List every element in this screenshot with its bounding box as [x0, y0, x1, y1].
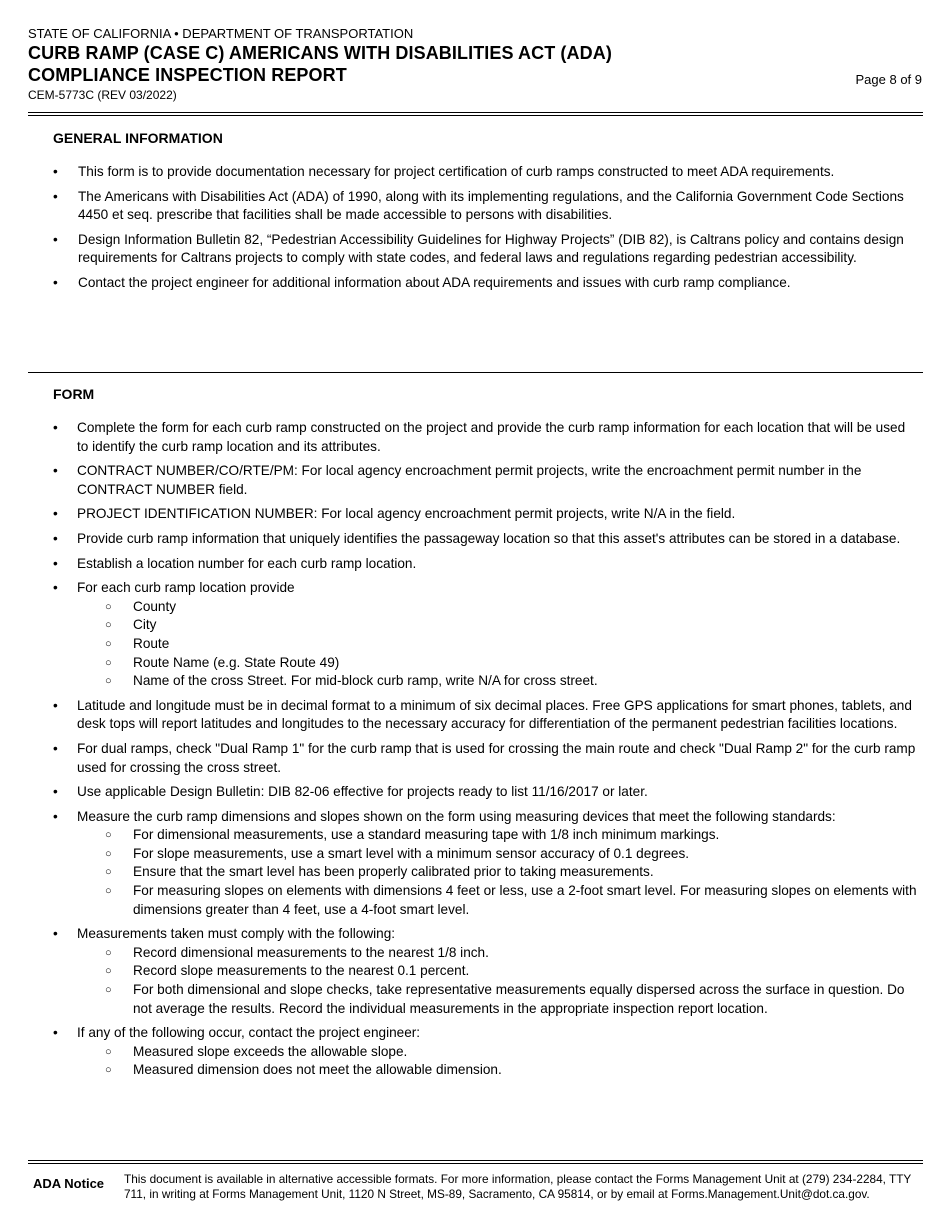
form-instruction-item	[50, 419, 920, 456]
form-instruction-text: For each curb ramp location provide	[77, 580, 295, 596]
form-instruction-item	[50, 505, 920, 524]
form-instruction-item	[50, 462, 920, 499]
form-instruction-subitem: ○ Record slope measurements to the nearest 0.1 percent.	[74, 962, 920, 981]
form-instruction-subitem: ○ For dimensional measurements, use a standard measuring tape with 1/8 inch minimum markings.	[74, 826, 920, 845]
form-instruction-text: Complete the form for each curb ramp constructed on the project and provide the curb ramp information for each location that will be used to identify the curb ramp location and its attributes.	[77, 420, 906, 454]
ada-notice-label: ADA Notice	[33, 1176, 105, 1191]
form-instruction-subitem: ○ Name of the cross Street. For mid-block curb ramp, write N/A for cross street.	[74, 672, 920, 691]
form-instruction-item	[50, 579, 920, 691]
general-info-item: • This form is to provide documentation necessary for project certification of curb ramps constructed to meet ADA requirements.	[50, 163, 920, 182]
form-instruction-text: Measure the curb ramp dimensions and slopes shown on the form using measuring devices that meet the following standards:	[77, 808, 836, 824]
form-instruction-text: For dual ramps, check "Dual Ramp 1" for the curb ramp that is used for crossing the main route and check "Dual Ramp 2" for the curb ramp used for crossing the cross street.	[77, 740, 916, 775]
footer-divider	[28, 1160, 923, 1164]
page-number: Page 8 of 9	[855, 72, 922, 87]
form-instruction-item	[50, 1024, 920, 1080]
form-instruction-item	[50, 808, 920, 920]
form-instruction-subitem: ○ For both dimensional and slope checks, take representative measurements equally dispersed across the surface in question. Do not average the results. Record the individual measurements in the appropriate inspection report location.	[74, 981, 920, 1018]
form-instruction-subitem: ○ Measured slope exceeds the allowable slope.	[74, 1043, 920, 1062]
general-info-item: • Design Information Bulletin 82, “Pedestrian Accessibility Guidelines for Highway Projects” (DIB 82), is Caltrans policy and contains design requirements for Caltrans projects to comply with state codes, and federal laws and regulations regarding pedestrian accessibility.	[50, 231, 920, 268]
form-instruction-subitem: ○ Record dimensional measurements to the nearest 1/8 inch.	[74, 944, 920, 963]
form-instruction-item	[50, 555, 920, 574]
form-instruction-subitem: ○ County	[74, 598, 920, 617]
form-instruction-sublist	[77, 944, 920, 1018]
form-instruction-sublist	[77, 598, 920, 691]
page-header	[28, 26, 924, 103]
general-information-list	[50, 163, 920, 299]
form-instruction-subitem: ○ For slope measurements, use a smart level with a minimum sensor accuracy of 0.1 degrees.	[74, 845, 920, 864]
form-title-line1: CURB RAMP (CASE C) AMERICANS WITH DISABILITIES ACT (ADA)	[28, 43, 612, 63]
form-instruction-subitem: ○ Route Name (e.g. State Route 49)	[74, 654, 920, 673]
form-title-line2: COMPLIANCE INSPECTION REPORT	[28, 65, 347, 85]
ada-notice-text: This document is available in alternative accessible formats. For more information, please contact the Forms Management Unit at (279) 234-2284, TTY 711, in writing at Forms Management Unit, 1120 N Street, MS-89, Sacramento, CA 95814, or by email at Forms.Management.Unit@dot.ca.gov.	[124, 1172, 912, 1201]
form-instruction-text: CONTRACT NUMBER/CO/RTE/PM: For local agency encroachment permit projects, write the encroachment permit number in the CONTRACT NUMBER field.	[77, 463, 862, 497]
form-instruction-text: Establish a location number for each curb ramp location.	[77, 555, 417, 571]
form-instruction-text: Use applicable Design Bulletin: DIB 82-06 effective for projects ready to list 11/16/2017 or later.	[77, 784, 648, 800]
form-instruction-text: If any of the following occur, contact the project engineer:	[77, 1025, 421, 1041]
form-instruction-text: Latitude and longitude must be in decimal format to a minimum of six decimal places. Free GPS applications for smart phones, tablets, and desk tops will report latitudes and longitudes to the necessary accuracy for differentiation of the permanent pedestrian facilities locations.	[77, 697, 912, 732]
form-instruction-item	[50, 783, 920, 802]
form-instruction-item	[50, 530, 920, 549]
form-instruction-subitem: ○ For measuring slopes on elements with dimensions 4 feet or less, use a 2-foot smart level. For measuring slopes on elements with dimensions greater than 4 feet, use a 4-foot smart level.	[74, 882, 920, 919]
form-instruction-item	[50, 925, 920, 1018]
form-instruction-text: PROJECT IDENTIFICATION NUMBER: For local agency encroachment permit projects, write N/A in the field.	[77, 506, 736, 522]
agency-name: STATE OF CALIFORNIA • DEPARTMENT OF TRANSPORTATION	[28, 26, 414, 41]
form-instruction-sublist	[77, 1043, 920, 1080]
form-instruction-subitem: ○ City	[74, 616, 920, 635]
form-instruction-text: Measurements taken must comply with the following:	[77, 926, 396, 942]
general-info-item: • Contact the project engineer for additional information about ADA requirements and issues with curb ramp compliance.	[50, 274, 920, 293]
form-number: CEM-5773C (REV 03/2022)	[28, 88, 177, 102]
header-divider	[28, 112, 923, 116]
general-information-heading: GENERAL INFORMATION	[53, 130, 223, 146]
form-instructions-list	[50, 419, 920, 1086]
form-heading: FORM	[53, 386, 95, 402]
section-divider	[28, 372, 923, 373]
form-instruction-sublist	[77, 826, 920, 919]
general-info-item: • The Americans with Disabilities Act (ADA) of 1990, along with its implementing regulations, and the California Government Code Sections 4450 et seq. prescribe that facilities shall be made accessible to persons with disabilities.	[50, 188, 920, 225]
form-instruction-item	[50, 697, 920, 734]
form-instruction-subitem: ○ Ensure that the smart level has been properly calibrated prior to taking measurements.	[74, 863, 920, 882]
form-instruction-subitem: ○ Measured dimension does not meet the allowable dimension.	[74, 1061, 920, 1080]
form-instruction-text: Provide curb ramp information that uniquely identifies the passageway location so that this asset's attributes can be stored in a database.	[77, 530, 901, 546]
form-instruction-subitem: ○ Route	[74, 635, 920, 654]
form-instruction-item	[50, 740, 920, 777]
